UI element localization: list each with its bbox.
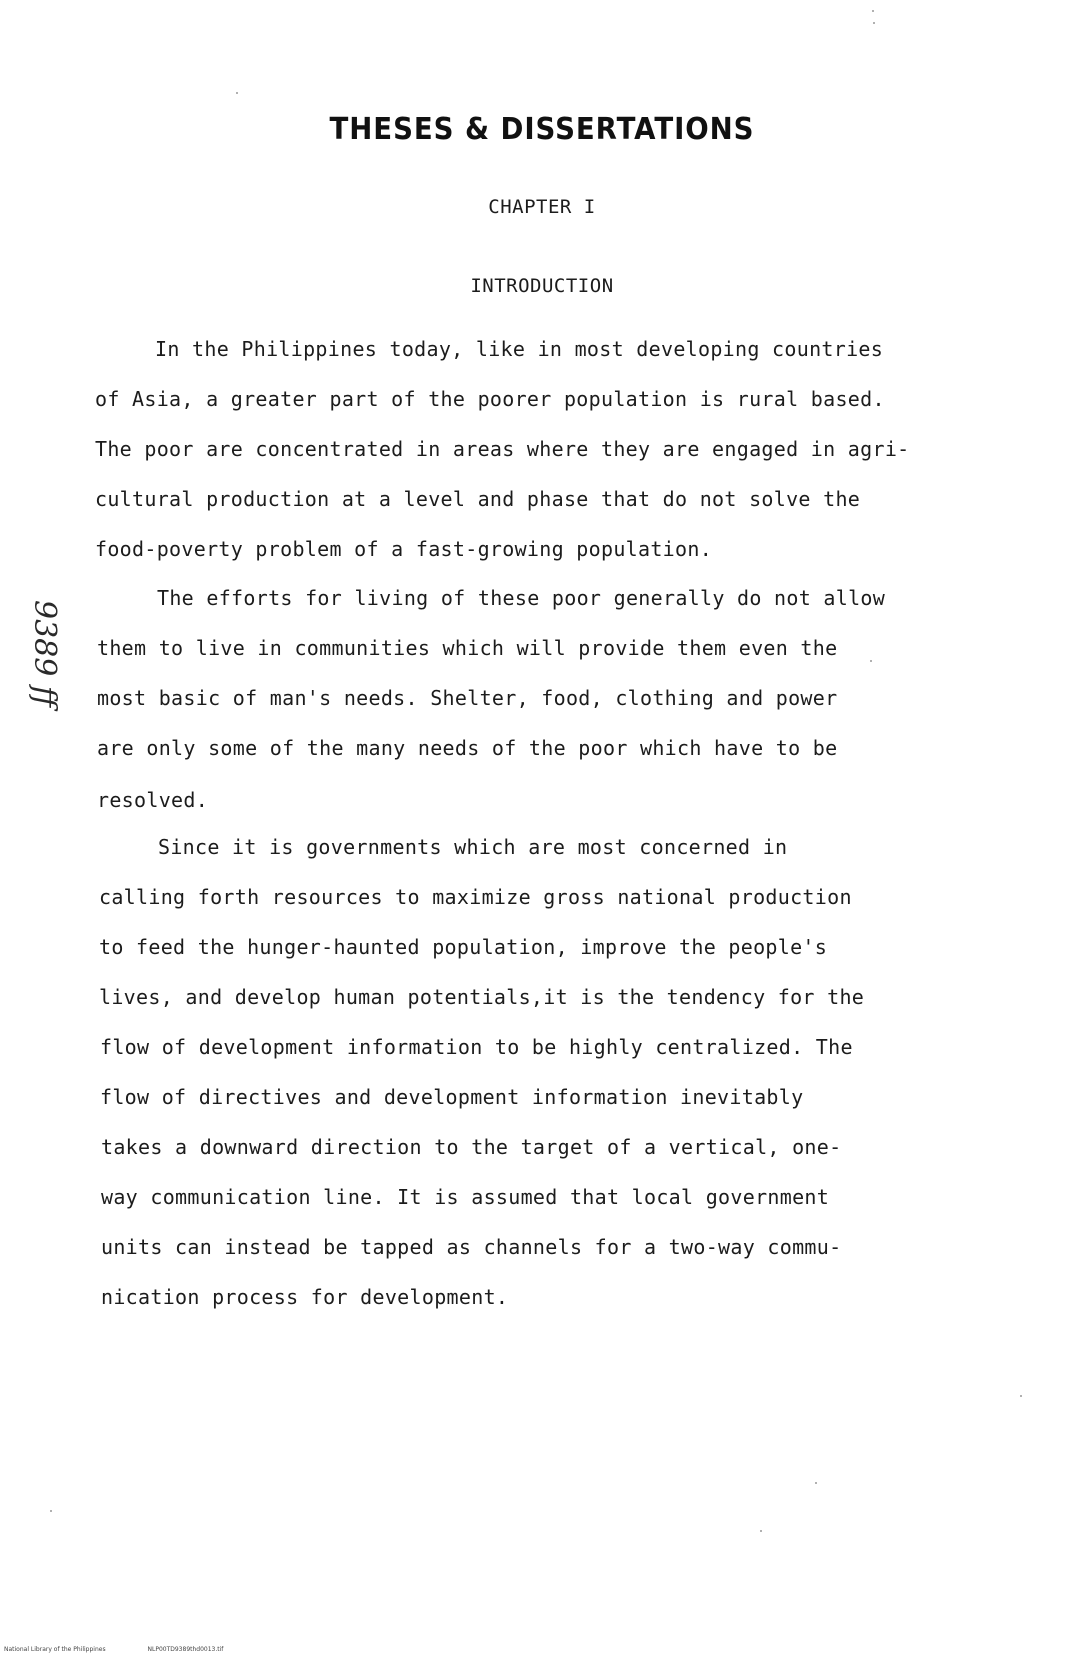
text-line: The poor are concentrated in areas where they are engaged in agri-: [95, 437, 910, 461]
chapter-title: CHAPTER I: [488, 196, 596, 218]
text-line: lives, and develop human potentials,it is the tendency for the: [99, 985, 865, 1009]
scan-speck: [50, 1510, 52, 1512]
text-line: cultural production at a level and phase that do not solve the: [95, 487, 861, 511]
text-line: are only some of the many needs of the poor which have to be: [97, 736, 838, 760]
text-line: most basic of man's needs. Shelter, food, clothing and power: [97, 686, 838, 710]
text-line: way communication line. It is assumed that local government: [101, 1185, 830, 1209]
scan-speck: [760, 1530, 762, 1532]
scan-speck: [872, 10, 874, 12]
text-line: flow of directives and development information inevitably: [100, 1085, 804, 1109]
text-line: The efforts for living of these poor generally do not allow: [157, 586, 886, 610]
text-line: resolved.: [97, 788, 209, 812]
scan-speck: [870, 660, 872, 662]
text-line: food-poverty problem of a fast-growing population.: [95, 537, 713, 561]
text-line: of Asia, a greater part of the poorer population is rural based.: [95, 387, 885, 411]
text-line: takes a downward direction to the target of a vertical, one-: [101, 1135, 842, 1159]
footer-filename: NLP00TD9389thd0013.tif: [147, 1646, 224, 1653]
text-line: flow of development information to be highly centralized. The: [100, 1035, 853, 1059]
theses-dissertations-stamp: THESES & DISSERTATIONS: [329, 112, 755, 147]
scan-speck: [815, 1482, 817, 1484]
handwritten-call-number: 9389 ff: [27, 600, 62, 708]
scan-speck: [873, 22, 875, 24]
text-line: them to live in communities which will provide them even the: [97, 636, 838, 660]
text-line: Since it is governments which are most concerned in: [158, 835, 788, 859]
text-line: nication process for development.: [101, 1285, 509, 1309]
text-line: to feed the hunger-haunted population, improve the people's: [99, 935, 828, 959]
text-line: In the Philippines today, like in most developing countries: [155, 337, 884, 361]
text-line: units can instead be tapped as channels for a two-way commu-: [101, 1235, 842, 1259]
footer-library: National Library of the Philippines: [4, 1646, 106, 1653]
scan-footer: [4, 1646, 263, 1653]
scan-speck: [236, 92, 238, 94]
section-heading: INTRODUCTION: [470, 275, 614, 297]
scan-speck: [1020, 1395, 1022, 1397]
text-line: calling forth resources to maximize gross national production: [99, 885, 852, 909]
